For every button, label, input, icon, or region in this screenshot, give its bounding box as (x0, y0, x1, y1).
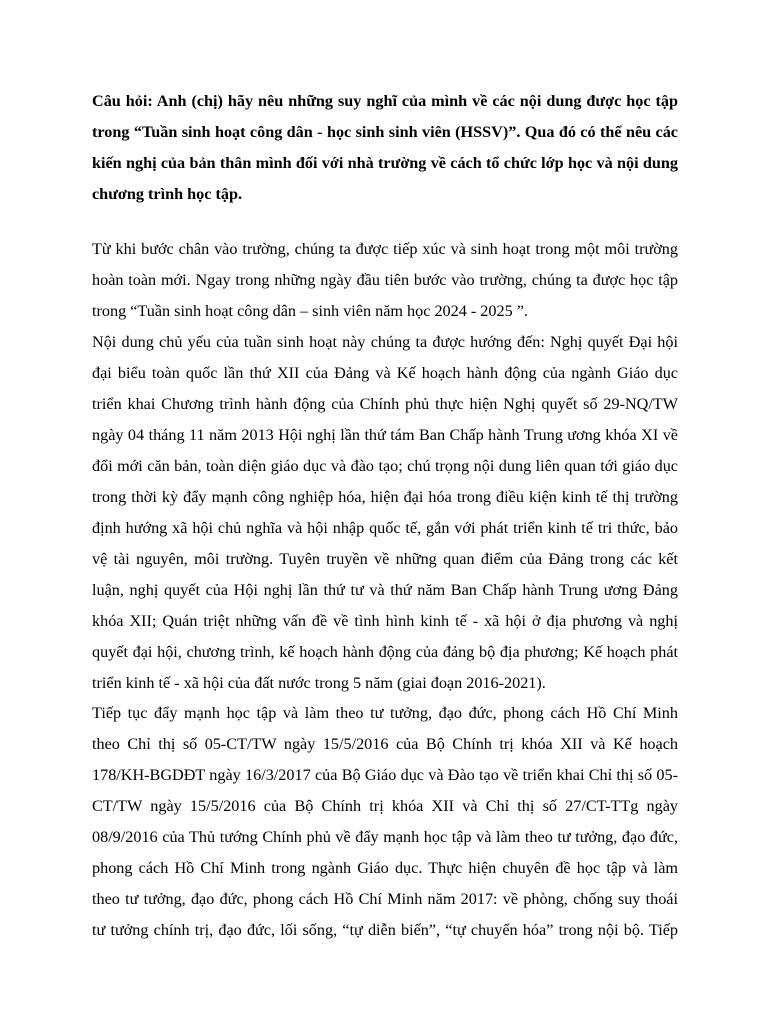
paragraph-line: 08/9/2016 của Thủ tướng Chính phủ về đẩy mạnh học tập và làm theo tư tưởng, đạo đức, (92, 828, 678, 846)
paragraph-line: triển khai Chương trình hành động của Chính phủ thực hiện Nghị quyết số 29-NQ/TW (92, 395, 678, 413)
paragraph-line: Từ khi bước chân vào trường, chúng ta được tiếp xúc và sinh hoạt trong một môi trường (92, 240, 678, 258)
question-heading (92, 86, 678, 210)
paragraph-line: Tiếp tục đẩy mạnh học tập và làm theo tư tưởng, đạo đức, phong cách Hồ Chí Minh (92, 704, 678, 722)
paragraph-line: triển kinh tế - xã hội của đất nước trong 5 năm (giai đoạn 2016-2021). (92, 674, 546, 692)
paragraph-line: định hướng xã hội chủ nghĩa và hội nhập quốc tế, gắn với phát triển kinh tế tri thức, bảo (92, 519, 678, 537)
paragraph-line: đại biểu toàn quốc lần thứ XII của Đảng và Kế hoạch hành động của ngành Giáo dục (92, 364, 678, 382)
paragraph-line: Nội dung chủ yếu của tuần sinh hoạt này chúng ta được hướng đến: Nghị quyết Đại hội (92, 333, 678, 351)
question-line: chương trình học tập. (92, 185, 242, 203)
question-line: Câu hỏi: Anh (chị) hãy nêu những suy nghĩ của mình về các nội dung được học tập (92, 92, 678, 110)
paragraph-line: khóa XII; Quán triệt những vấn đề về tình hình kinh tế - xã hội ở địa phương và nghị (92, 612, 678, 630)
paragraph-line: 178/KH-BGDĐT ngày 16/3/2017 của Bộ Giáo dục và Đào tạo về triển khai Chỉ thị số 05- (92, 766, 678, 784)
paragraph-line: đổi mới căn bản, toàn diện giáo dục và đào tạo; chú trọng nội dung liên quan tới giáo dục (92, 457, 678, 475)
paragraph-line: trong “Tuần sinh hoạt công dân – sinh viên năm học 2024 - 2025 ”. (92, 302, 528, 320)
paragraph-line: CT/TW ngày 15/5/2016 của Bộ Chính trị khóa XII và Chỉ thị số 27/CT-TTg ngày (92, 797, 678, 815)
body-paragraph-ho-chi-minh (92, 698, 678, 946)
paragraph-line: trong thời kỳ đẩy mạnh công nghiệp hóa, hiện đại hóa trong điều kiện kinh tế thị trường (92, 488, 678, 506)
paragraph-line: theo tư tưởng, đạo đức, phong cách Hồ Chí Minh năm 2017: về phòng, chống suy thoái (92, 890, 678, 908)
paragraph-line: luận, nghị quyết của Hội nghị lần thứ tư và thứ năm Ban Chấp hành Trung ương Đảng (92, 581, 678, 599)
paragraph-line: tư tưởng chính trị, đạo đức, lối sống, “tự diễn biến”, “tự chuyển hóa” trong nội bộ. Tiếp (92, 921, 678, 939)
paragraph-line: hoàn toàn mới. Ngay trong những ngày đầu tiên bước vào trường, chúng ta được học tập (92, 271, 678, 289)
question-line: kiến nghị của bản thân mình đối với nhà trường về cách tổ chức lớp học và nội dung (92, 154, 678, 172)
paragraph-line: ngày 04 tháng 11 năm 2013 Hội nghị lần thứ tám Ban Chấp hành Trung ương khóa XI về (92, 426, 678, 444)
paragraph-line: phong cách Hồ Chí Minh trong ngành Giáo dục. Thực hiện chuyên đề học tập và làm (92, 859, 678, 877)
body-paragraph-intro (92, 234, 678, 699)
question-line: trong “Tuần sinh hoạt công dân - học sinh sinh viên (HSSV)”. Qua đó có thể nêu các (92, 123, 678, 141)
paragraph-line: vệ tài nguyên, môi trường. Tuyên truyền về những quan điểm của Đảng trong các kết (92, 550, 678, 568)
paragraph-line: theo Chỉ thị số 05-CT/TW ngày 15/5/2016 của Bộ Chính trị khóa XII và Kế hoạch (92, 735, 678, 753)
paragraph-line: quyết đại hội, chương trình, kế hoạch hành động của đảng bộ địa phương; Kế hoạch phát (92, 643, 678, 661)
